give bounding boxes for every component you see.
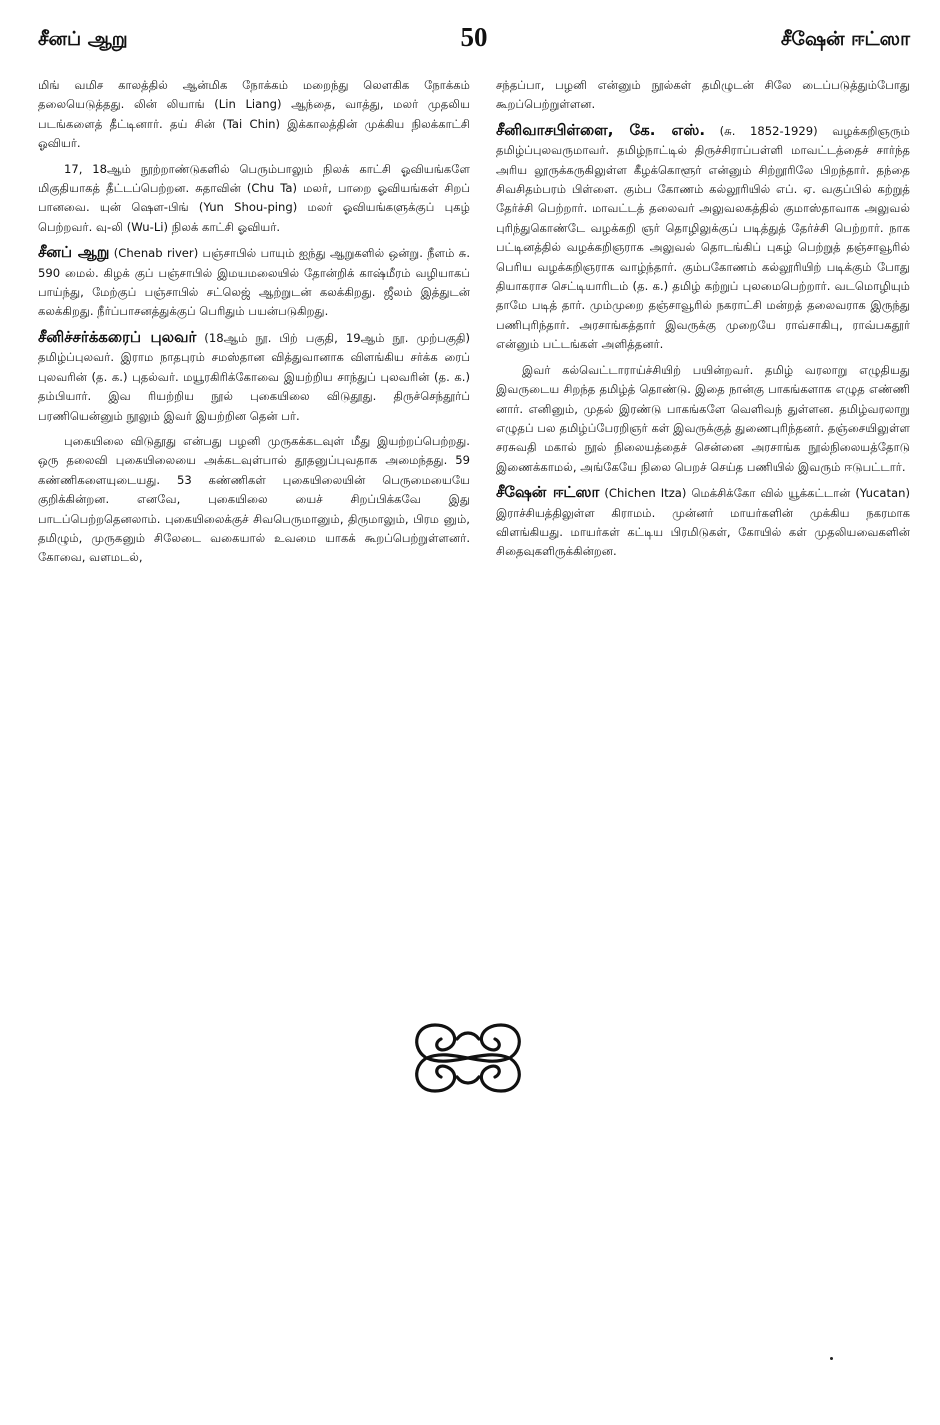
entry-body: (Chenab river) பஞ்சாபில் பாயும் ஐந்து ஆறுகளில் ஒன்று. நீளம் சு. 590 மைல். கிழக் குப் பஞ்சாபில் இமயமலையில் தோன்றிக் காஷ்மீரம் வழியாகப் பாய்ந்து, மேற்குப் பஞ்சாபில் சட்லெஜ் ஆற்றுடன் கலக்கிறது. ஜீலம் இத்துடன் கலக்கிறது. நீர்ப்பாசனத்துக்குப் பெரிதும் பயன்படுகிறது. bbox=[38, 246, 471, 319]
paragraph-ming-painting: மிங் வமிச காலத்தில் ஆன்மிக நோக்கம் மறைந்து லௌகிக நோக்கம் தலையெடுத்தது. லின் லியாங் (Lin Liang) ஆந்தை, வாத்து, மலர் முதலிய படங்களைத் தீட்டினார். தய் சின் (Tai Chin) இக்காலத்தின் முக்கிய நிலக்காட்சி ஓவியர். bbox=[38, 78, 470, 151]
paragraph-continuation: சந்தப்பா, பழனி என்னும் நூல்கள் தமிழுடன் சிலே டைப்படுத்தும்போது கூறப்பெற்றுள்ளன. bbox=[496, 78, 910, 112]
left-running-head: சீனப் ஆறு bbox=[38, 28, 128, 50]
entry-chenab-river bbox=[38, 243, 470, 322]
entry-seeni-sarkkarai-pulavar bbox=[38, 328, 470, 426]
entry-term: சீனிவாசபிள்ளை, கே. எஸ். bbox=[496, 120, 706, 139]
right-running-head: சீஷேன் ஈட்ஸா bbox=[780, 28, 910, 50]
entry-body: (18ஆம் நூ. பிற் பகுதி, 19ஆம் நூ. முற்பகுதி) தமிழ்ப்புலவர். இராம நாதபுரம் சமஸ்தான வித்துவானாக விளங்கிய சர்க்க ரைப் புலவரின் (த. க.) புதல்வர். மயூரகிரிக்கோவை இயற்றிய சாந்துப் புலவரின் (த. க.) தம்பியார். இவ ரியற்றிய நூல் புகையிலை விடுதூது. திருச்செந்தூர்ப் பரணியென்னும் நூலும் இவர் இயற்றின தென் பர். bbox=[38, 330, 471, 423]
page-header bbox=[38, 22, 910, 62]
paragraph-pukaiyilai-viduthoothu: புகையிலை விடுதூது என்பது பழனி முருகக்கடவுள் மீது இயற்றப்பெற்றது. ஒரு தலைவி புகையிலையை அக்கடவுள்பால் தூதனுப்புவதாக அமைந்தது. 59 கண்ணிகளையுடையது. 53 கண்ணிகள் புகையிலையின் பெருமையையே குறிக்கின்றன. எனவே, புகையிலை யைச் சிறப்பிக்கவே இது பாடப்பெற்றதெனலாம். புகையிலைக்குச் சிவபெருமானும், திருமாலும், பிரம னும், தமிழும், முருகனும் சிலேடை வகையால் உவமை யாகக் கூறப்பெற்றுள்ளனர். கோவை, வளமடல், bbox=[38, 433, 470, 565]
entry-body: (சு. 1852-1929) வழக்கறிஞரும் தமிழ்ப்புலவருமாவர். தமிழ்நாட்டில் திருச்சிராப்பள்ளி மாவட்டத்தைச் சார்ந்த அரிய லூருக்கருகிலுள்ள கீழக்கொளூர் என்னும் சிற்றூரிலே பிறந்தார். தந்தை சிவசிதம்பரம் பிள்ளை. கும்ப கோணம் கல்லூரியில் எப். ஏ. வகுப்பில் கற்றுத் தேர்ச்சி பெற்றார். மாவட்டத் தலைவர் அலுவலகத்தில் குமாஸ்தாவாக அலுவல் புரிந்துகொண்டே வழக்கறி ஞர் தொழிலுக்குப் படித்துத் தேர்ச்சி பெற்றார். நாக பட்டினத்தில் வழக்கறிஞராக அலுவல் தொடங்கிப் புகழ் பெற்றுத் தஞ்சாவூரில் பெரிய வழக்கறிஞராக வாழ்ந்தார். கும்பகோணம் கல்லூரியிற் படிக்கும் போது தியாகராச செட்டியாரிடம் (த. க.) தமிழ் கற்றுப் புலமைபெற்றார். வடமொழியும் தாமே படித் தார். மும்முறை தஞ்சாவூரில் நகராட்சி மன்றத் தலைவராக இருந்து பணிபுரிந்தார். அரசாங்கத்தார் இவருக்கு முறையே ராவ்சாகிபு, ராவ்பகதூர் என்னும் பட்டங்கள் அளித்தனர். bbox=[496, 123, 911, 352]
entry-term: சீனிச்சர்க்கரைப் புலவர் bbox=[38, 327, 197, 346]
stray-mark bbox=[830, 1357, 833, 1360]
left-column bbox=[38, 76, 470, 574]
paragraph-inscriptions: இவர் கல்வெட்டாராய்ச்சியிற் பயின்றவர். தமிழ் வரலாறு எழுதியது இவருடைய சிறந்த தமிழ்த் தொண்டு. இதை நான்கு பாகங்களாக எழுத எண்ணி னார். எனினும், முதல் இரண்டு பாகங்களே வெளிவந் துள்ளன. தமிழ்வரலாறு எழுதப் பல தமிழ்ப்பேரறிஞர் கள் இவருக்குத் துணைபுரிந்தனர். தஞ்சையிலுள்ள சரசுவதி மகால் நூல் நிலையத்தைச் சென்னை அரசாங்க நூல்நிலையத்தோடு இணைக்காமல், அங்கேயே நிலை பெறச் செய்த பணியில் இவரும் ஈடுபட்டார். bbox=[496, 362, 910, 474]
ornament-flourish-icon bbox=[405, 1017, 531, 1099]
right-column bbox=[496, 76, 910, 568]
page-number: 50 bbox=[460, 22, 488, 52]
entry-term: சீனப் ஆறு bbox=[38, 243, 110, 262]
paragraph-17-18-century: 17, 18ஆம் நூற்றாண்டுகளில் பெரும்பாலும் நிலக் காட்சி ஓவியங்களே மிகுதியாகத் தீட்டப்பெற்றன. சுதாவின் (Chu Ta) மலர், பாறை ஓவியங்கள் சிறப் பானவை. யுன் ஷௌ-பிங் (Yun Shou-ping) மலர் ஓவியங்களுக்குப் புகழ் பெற்றவர். வு-லி (Wu-Li) நிலக் காட்சி ஓவியர். bbox=[38, 161, 470, 234]
entry-srinivasa-pillai bbox=[496, 121, 910, 355]
entry-term: சீஷேன் ஈட்ஸா bbox=[496, 483, 600, 502]
entry-chichen-itza bbox=[496, 483, 910, 562]
entry-body: (Chichen Itza) மெக்சிக்கோ வில் யூக்கட்டான் (Yucatan) இராச்சியத்திலுள்ள கிராமம். முன்னர் மாயர்களின் முக்கிய நகரமாக விளங்கியது. மாயர்கள் கட்டிய பிரமிடுகள், கோயில் கள் முதலியவைகளின் சிதைவுகளிருக்கின்றன. bbox=[496, 486, 910, 559]
